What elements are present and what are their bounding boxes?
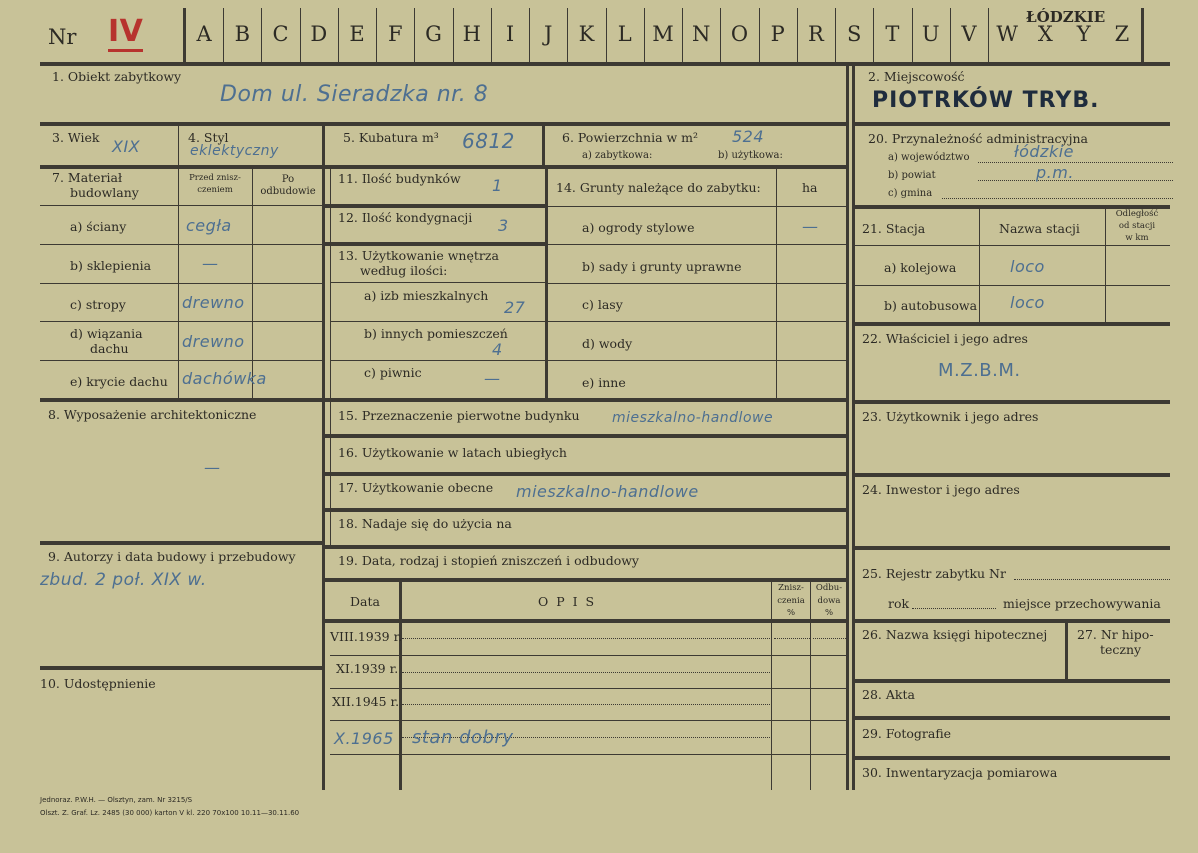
field-11-value: 1 <box>492 176 503 195</box>
index-letter-i: I <box>505 22 515 46</box>
letter-divider <box>261 8 262 63</box>
field-7c-value: drewno <box>182 293 245 312</box>
letter-divider <box>912 8 913 63</box>
field-14-unit: ha <box>802 180 818 195</box>
field-6-label: 6. Powierzchnia w m² <box>562 130 699 145</box>
index-letter-k: K <box>578 22 595 46</box>
field-30-label: 30. Inwentaryzacja pomiarowa <box>862 765 1058 780</box>
field-17-label: 17. Użytkowanie obecne <box>338 480 494 495</box>
field-13b-value: 4 <box>492 340 503 359</box>
field-19-col-date: Data <box>350 594 380 609</box>
index-letter-r: R <box>808 22 824 46</box>
field-21-col-dist-2: od stacji <box>1118 221 1156 231</box>
field-21b-label: b) autobusowa <box>884 298 978 313</box>
field-20a-value: łódzkie <box>1014 142 1074 161</box>
field-27-label: 27. Nr hipo- <box>1077 627 1154 642</box>
field-14a-label: a) ogrody stylowe <box>582 220 695 235</box>
field-19-col-damage: Znisz- <box>778 583 804 593</box>
field-13c-label: c) piwnic <box>364 365 422 380</box>
field-21-col-name: Nazwa stacji <box>999 221 1080 236</box>
letter-divider <box>300 8 301 63</box>
letter-divider <box>682 8 683 63</box>
index-letter-y: Y <box>1076 22 1091 46</box>
index-letter-p: P <box>770 22 785 46</box>
field-7a-value: cegła <box>186 216 232 235</box>
region-stamp: ŁÓDZKIE <box>1026 8 1106 26</box>
field-3-value: XIX <box>112 137 141 156</box>
field-5-value: 6812 <box>462 129 515 153</box>
field-12-value: 3 <box>498 216 509 235</box>
index-letter-t: T <box>885 22 900 46</box>
field-19-row-date: X.1965 <box>334 729 394 748</box>
letter-divider <box>720 8 721 63</box>
letter-divider <box>873 8 874 63</box>
nr-value: IV <box>108 14 143 52</box>
field-20-label: 20. Przynależność administracyjna <box>868 131 1088 146</box>
field-7d-label: d) wiązania <box>70 326 143 341</box>
field-16-label: 16. Użytkowanie w latach ubiegłych <box>338 445 567 460</box>
imprint-line-1: Jednoraz. P.W.H. — Olsztyn, zam. Nr 3215/S <box>40 796 193 804</box>
index-letter-b: B <box>234 22 251 46</box>
index-letter-l: L <box>617 22 632 46</box>
field-19-pct-rebuild: % <box>824 608 834 618</box>
field-25-place-label: miejsce przechowywania <box>1003 596 1161 611</box>
index-letter-e: E <box>349 22 365 46</box>
index-letter-g: G <box>425 22 442 46</box>
index-letter-o: O <box>730 22 749 46</box>
nr-label: Nr <box>48 25 77 49</box>
index-letter-s: S <box>846 22 862 46</box>
field-2-label: 2. Miejscowość <box>868 69 965 84</box>
field-8-value: — <box>204 458 221 477</box>
field-10-label: 10. Udostępnienie <box>40 676 156 691</box>
field-21-col-dist-3: w km <box>1125 233 1149 243</box>
field-22-label: 22. Właściciel i jego adres <box>862 331 1028 346</box>
index-letter-v: V <box>961 22 977 46</box>
letter-divider <box>950 8 951 63</box>
index-letter-m: M <box>652 22 674 46</box>
field-7d-value: drewno <box>182 332 245 351</box>
field-7-col-after-2: odbudowie <box>260 186 316 197</box>
field-7c-label: c) stropy <box>70 297 126 312</box>
field-14c-label: c) lasy <box>582 297 623 312</box>
field-7a-label: a) ściany <box>70 219 127 234</box>
field-7b-label: b) sklepienia <box>70 258 152 273</box>
index-letter-x: X <box>1037 22 1053 46</box>
letter-divider <box>606 8 607 63</box>
field-26-label: 26. Nazwa księgi hipotecznej <box>862 627 1048 642</box>
field-27-label-2: teczny <box>1100 642 1142 657</box>
field-7-label: 7. Materiał <box>52 170 123 185</box>
field-4-value: eklektyczny <box>190 143 279 159</box>
letter-divider <box>223 8 224 63</box>
field-14a-value: — <box>802 217 819 236</box>
field-13b-label: b) innych pomieszczeń <box>364 326 508 341</box>
field-22-value: M.Z.B.M. <box>938 360 1021 381</box>
field-1-label: 1. Obiekt zabytkowy <box>52 69 182 84</box>
field-6a-label: a) zabytkowa: <box>582 150 653 161</box>
field-13c-value: — <box>484 369 501 388</box>
field-28-label: 28. Akta <box>862 687 915 702</box>
field-24-label: 24. Inwestor i jego adres <box>862 482 1020 497</box>
imprint-line-2: Olszt. Z. Graf. Lz. 2485 (30 000) karton V kl. 220 70x100 10.11—30.11.60 <box>40 808 300 817</box>
field-9-value: zbud. 2 poł. XIX w. <box>40 570 207 590</box>
field-15-value: mieszkalno-handlowe <box>612 410 774 426</box>
field-8-label: 8. Wyposażenie architektoniczne <box>48 407 257 422</box>
field-7b-value: — <box>202 254 219 273</box>
index-letter-c: C <box>272 22 289 46</box>
field-29-label: 29. Fotografie <box>862 726 952 741</box>
print-imprint <box>40 796 299 818</box>
field-18-label: 18. Nadaje się do użycia na <box>338 516 512 531</box>
field-21a-value: loco <box>1010 257 1045 276</box>
letter-divider <box>338 8 339 63</box>
field-19-col-damage-2: czenia <box>777 596 805 606</box>
field-5-label: 5. Kubatura m³ <box>343 130 439 145</box>
index-letter-j: J <box>544 22 553 46</box>
field-19-col-rebuild: Odbu- <box>815 583 843 593</box>
field-1-value: Dom ul. Sieradzka nr. 8 <box>220 82 489 107</box>
field-25-year-label: rok <box>888 596 910 611</box>
field-13a-value: 27 <box>504 298 526 317</box>
letter-divider <box>376 8 377 63</box>
field-12-label: 12. Ilość kondygnacji <box>338 210 473 225</box>
letter-divider <box>414 8 415 63</box>
letter-divider <box>988 8 989 63</box>
field-13a-label: a) izb mieszkalnych <box>364 288 489 303</box>
field-14-label: 14. Grunty należące do zabytku: <box>556 180 761 195</box>
index-letter-h: H <box>462 22 481 46</box>
field-21a-label: a) kolejowa <box>884 260 957 275</box>
field-20a-label: a) województwo <box>888 152 970 163</box>
field-9-label: 9. Autorzy i data budowy i przebudowy <box>48 549 296 564</box>
field-4-label: 4. Styl <box>188 130 229 145</box>
field-20b-value: p.m. <box>1036 163 1074 182</box>
field-13-label: 13. Użytkowanie wnętrza <box>338 248 499 263</box>
field-19-pct-damage: % <box>786 608 796 618</box>
field-19-row-date: XI.1939 r. <box>336 661 399 676</box>
field-7-col-before-2: czeniem <box>197 185 233 195</box>
field-11-label: 11. Ilość budynków <box>338 171 461 186</box>
letter-divider <box>567 8 568 63</box>
field-21-col-dist: Odległość <box>1115 209 1159 219</box>
field-7-col-after: Po <box>281 174 295 185</box>
field-15-label: 15. Przeznaczenie pierwotne budynku <box>338 408 580 423</box>
field-3-label: 3. Wiek <box>52 130 100 145</box>
field-17-value: mieszkalno-handlowe <box>516 482 699 501</box>
letter-divider <box>491 8 492 63</box>
index-letter-z: Z <box>1114 22 1130 46</box>
field-25-label: 25. Rejestr zabytku Nr <box>862 566 1006 581</box>
field-6b-label: b) użytkowa: <box>718 150 783 161</box>
field-7e-label: e) krycie dachu <box>70 374 168 389</box>
field-6-value: 524 <box>732 127 765 146</box>
index-letter-a: A <box>196 22 212 46</box>
letter-divider <box>644 8 645 63</box>
index-letter-f: F <box>388 22 403 46</box>
index-letter-w: W <box>996 22 1018 46</box>
index-letter-d: D <box>310 22 328 46</box>
field-19-col-rebuild-2: dowa <box>817 596 841 606</box>
field-19-row-desc: stan dobry <box>412 727 514 748</box>
letter-divider <box>797 8 798 63</box>
field-13-label-2: według ilości: <box>360 263 448 278</box>
field-14b-label: b) sady i grunty uprawne <box>582 259 742 274</box>
field-19-label: 19. Data, rodzaj i stopień zniszczeń i odbudowy <box>338 553 639 568</box>
field-7-col-before: Przed znisz- <box>189 173 241 183</box>
index-letter-n: N <box>692 22 711 46</box>
field-19-row-date: XII.1945 r. <box>332 694 400 709</box>
index-letter-u: U <box>921 22 940 46</box>
letter-divider <box>835 8 836 63</box>
letter-divider <box>529 8 530 63</box>
field-7d-label-2: dachu <box>90 341 129 356</box>
field-21-label: 21. Stacja <box>862 221 926 236</box>
field-2-value: PIOTRKÓW TRYB. <box>872 88 1100 113</box>
field-7-label-2: budowlany <box>70 185 139 200</box>
field-14d-label: d) wody <box>582 336 633 351</box>
field-20c-label: c) gmina <box>888 188 933 199</box>
field-19-row-date: VIII.1939 r. <box>330 629 403 644</box>
field-20b-label: b) powiat <box>888 170 936 181</box>
field-19-col-desc: O P I S <box>538 594 597 609</box>
field-7e-value: dachówka <box>182 369 267 388</box>
field-21b-value: loco <box>1010 293 1045 312</box>
letter-divider <box>759 8 760 63</box>
letter-divider <box>453 8 454 63</box>
field-23-label: 23. Użytkownik i jego adres <box>862 409 1039 424</box>
field-14e-label: e) inne <box>582 375 626 390</box>
